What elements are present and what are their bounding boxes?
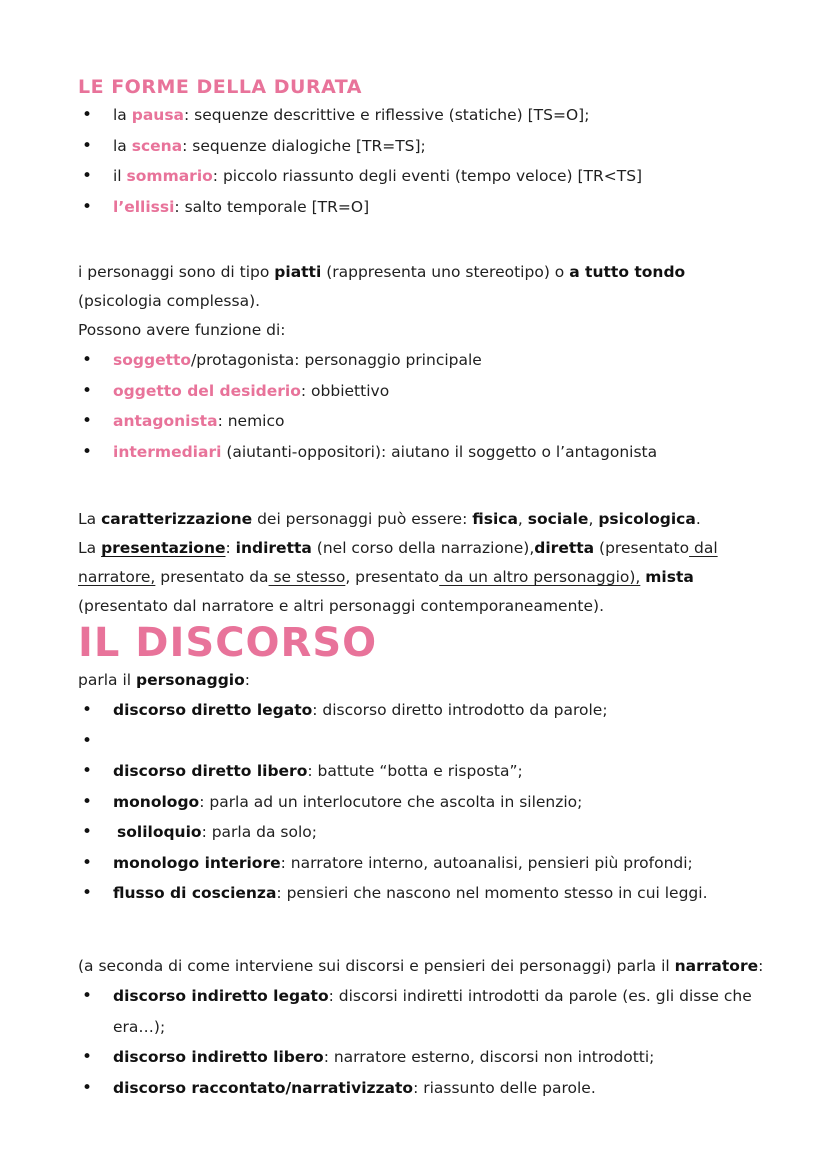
durata-section <box>78 76 768 222</box>
durata-list <box>78 100 768 222</box>
personaggi-section <box>78 258 768 467</box>
discorso-title: IL DISCORSO <box>78 620 378 666</box>
list-item: • antagonista: nemico <box>78 406 768 437</box>
presentazione-paragraph: La presentazione: indiretta (nel corso della narrazione),diretta (presentato dal narratore, presentato da se stesso, presentato da un altro personaggio), mista (presentato dal narratore e altri personaggi contemporaneamente). <box>78 539 718 615</box>
list-item: • l’ellissi: salto temporale [TR=O] <box>78 192 768 223</box>
list-item: • discorso diretto libero: battute “botta e risposta”; <box>78 756 768 787</box>
list-item: • intermediari (aiutanti-oppositori): aiutano il soggetto o l’antagonista <box>78 437 768 468</box>
list-item: • discorso indiretto libero: narratore esterno, discorsi non introdotti; <box>78 1042 768 1073</box>
term-ellissi: l’ellissi <box>113 197 175 216</box>
term-sommario: sommario <box>126 167 213 185</box>
list-item: • discorso diretto legato: discorso diretto introdotto da parole; <box>78 695 768 726</box>
list-item: • soliloquio: parla da solo; <box>78 817 768 848</box>
list-item: • discorso indiretto legato: discorsi indiretti introdotti da parole (es. gli disse che era…); <box>78 981 768 1042</box>
discorso-list <box>78 695 768 909</box>
discorso-section <box>78 620 768 909</box>
term-pausa: pausa <box>131 106 185 124</box>
list-item: • la pausa: sequenze descrittive e riflessive (statiche) [TS=O]; <box>78 100 768 131</box>
durata-title: LE FORME DELLA DURATA <box>78 76 362 98</box>
list-item: • monologo: parla ad un interlocutore che ascolta in silenzio; <box>78 787 768 818</box>
list-item: • oggetto del desiderio: obbiettivo <box>78 376 768 407</box>
caratterizzazione-paragraph: La caratterizzazione dei personaggi può essere: fisica, sociale, psicologica. <box>78 510 701 528</box>
narratore-intro: (a seconda di come interviene sui discorsi e pensieri dei personaggi) parla il narratore: <box>78 957 764 975</box>
list-item: • il sommario: piccolo riassunto degli eventi (tempo veloce) [TR<TS] <box>78 161 768 192</box>
funzione-intro: Possono avere funzione di: <box>78 321 286 339</box>
list-item: • flusso di coscienza: pensieri che nascono nel momento stesso in cui leggi. <box>78 878 768 909</box>
list-item: • soggetto/protagonista: personaggio principale <box>78 345 768 376</box>
list-item: • discorso raccontato/narrativizzato: riassunto delle parole. <box>78 1073 768 1104</box>
list-item: • monologo interiore: narratore interno, autoanalisi, pensieri più profondi; <box>78 848 768 879</box>
funzione-list <box>78 345 768 467</box>
list-item-empty <box>78 726 768 757</box>
list-item: • la scena: sequenze dialogiche [TR=TS]; <box>78 131 768 162</box>
narratore-section <box>78 952 768 1103</box>
narratore-list <box>78 981 768 1103</box>
personaggi-intro: i personaggi sono di tipo piatti (rappresenta uno stereotipo) o a tutto tondo (psicologia complessa). <box>78 263 686 310</box>
term-scena: scena <box>131 136 183 155</box>
caratterizzazione-section <box>78 505 768 621</box>
discorso-intro: parla il personaggio: <box>78 671 250 689</box>
